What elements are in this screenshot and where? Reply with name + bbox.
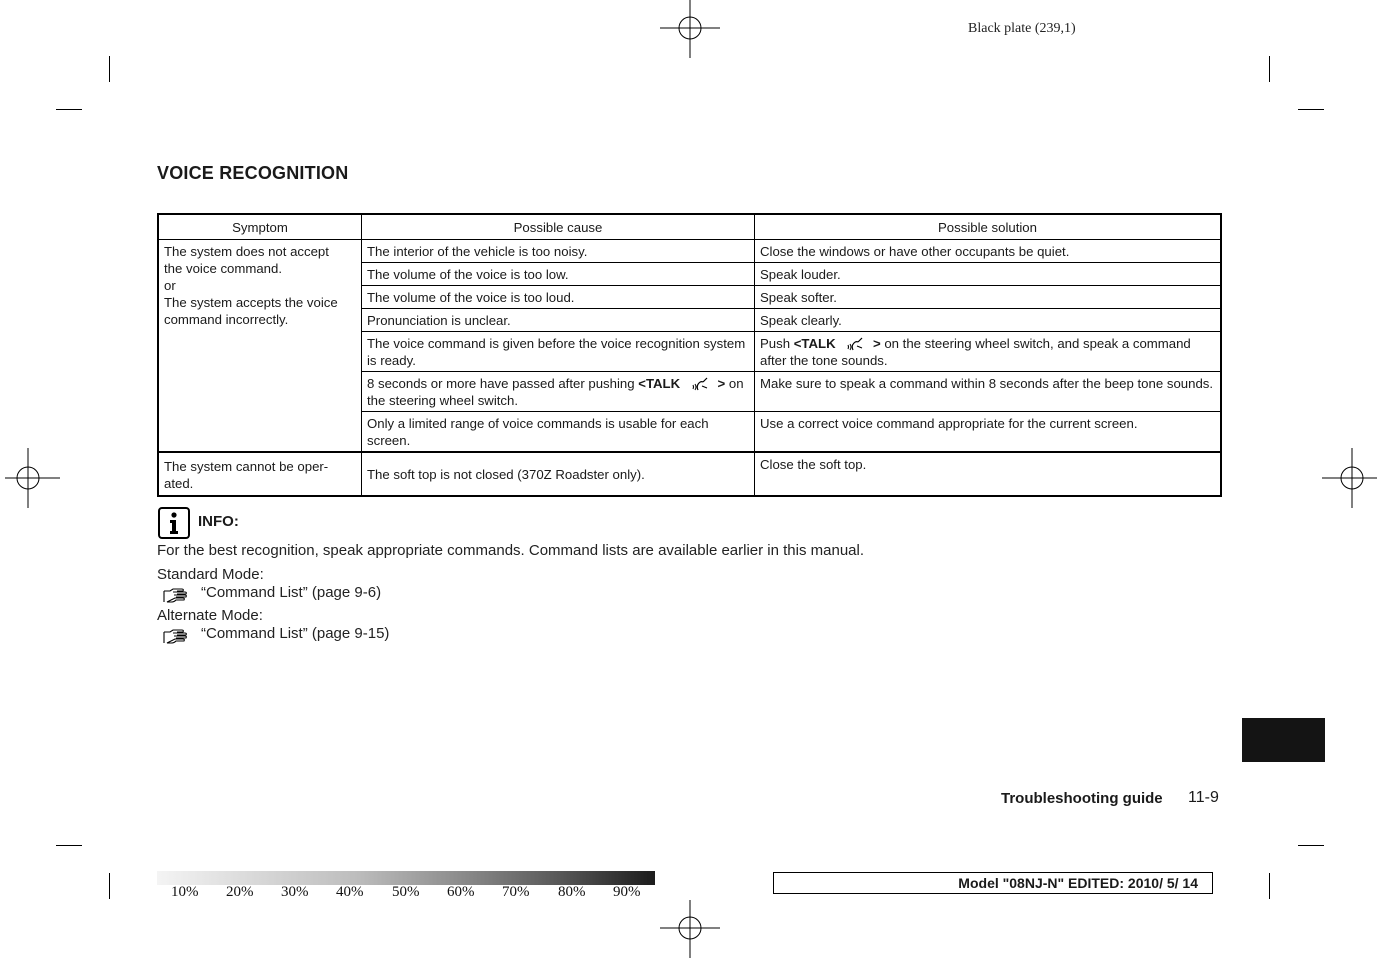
column-header-cause: Possible cause xyxy=(362,214,755,240)
solution-cell: Speak softer. xyxy=(755,286,1222,309)
density-percent: 60% xyxy=(447,884,475,900)
column-header-solution: Possible solution xyxy=(755,214,1222,240)
alternate-mode-label: Alternate Mode: xyxy=(157,607,263,624)
cause-cell: The volume of the voice is too low. xyxy=(362,263,755,286)
footer-section-title: Troubleshooting guide xyxy=(1001,790,1163,807)
density-percent: 70% xyxy=(502,884,530,900)
column-header-symptom: Symptom xyxy=(158,214,362,240)
solution-cell: Close the windows or have other occupants be quiet. xyxy=(755,240,1222,263)
density-scale-bar xyxy=(157,871,655,885)
crop-mark xyxy=(1269,56,1270,82)
symptom-line: The system does not accept xyxy=(164,244,329,259)
registration-mark-icon xyxy=(660,0,720,60)
symptom-cell xyxy=(158,240,362,453)
cause-cell: The volume of the voice is too loud. xyxy=(362,286,755,309)
symptom-line: The system accepts the voice xyxy=(164,295,338,310)
table-row xyxy=(158,240,1221,263)
density-percent: 40% xyxy=(336,884,364,900)
crop-mark xyxy=(109,873,110,899)
page-number: 11-9 xyxy=(1188,789,1219,806)
solution-cell xyxy=(755,332,1222,372)
talk-label-end: > xyxy=(872,336,881,351)
cause-text: on the steering wheel switch. xyxy=(367,376,744,408)
plate-label: Black plate (239,1) xyxy=(968,21,1076,36)
density-percent: 30% xyxy=(281,884,309,900)
info-icon xyxy=(158,507,190,539)
pointing-hand-icon xyxy=(162,587,190,605)
cause-cell: The interior of the vehicle is too noisy. xyxy=(362,240,755,263)
solution-cell: Close the soft top. xyxy=(755,452,1222,496)
model-edited-label: Model "08NJ-N" EDITED: 2010/ 5/ 14 xyxy=(773,872,1213,894)
cause-cell: Pronunciation is unclear. xyxy=(362,309,755,332)
registration-mark-icon xyxy=(1322,448,1381,508)
solution-text: Push xyxy=(760,336,791,351)
density-percent: 80% xyxy=(558,884,586,900)
solution-text: on the steering wheel switch, and speak a command after the tone sounds. xyxy=(760,336,1191,368)
symptom-cell: The system cannot be oper- ated. xyxy=(158,452,362,496)
solution-cell: Speak clearly. xyxy=(755,309,1222,332)
symptom-line: command incorrectly. xyxy=(164,312,289,327)
crop-mark xyxy=(1298,845,1324,846)
alternate-mode-reference[interactable]: “Command List” (page 9-15) xyxy=(201,625,390,642)
density-percent: 20% xyxy=(226,884,254,900)
cause-cell: The soft top is not closed (370Z Roadster only). xyxy=(362,452,755,496)
voice-talk-icon xyxy=(839,337,869,351)
info-text: For the best recognition, speak appropriate commands. Command lists are available earlier in this manual. xyxy=(157,542,865,559)
crop-mark xyxy=(109,56,110,82)
density-percent: 50% xyxy=(392,884,420,900)
solution-cell: Speak louder. xyxy=(755,263,1222,286)
talk-label: <TALK xyxy=(793,336,836,351)
voice-talk-icon xyxy=(684,377,714,391)
standard-mode-reference[interactable]: “Command List” (page 9-6) xyxy=(201,584,382,601)
symptom-line: or xyxy=(164,278,176,293)
talk-label-end: > xyxy=(717,376,726,391)
table-row xyxy=(158,452,1221,496)
registration-mark-icon xyxy=(0,448,60,508)
density-percent: 90% xyxy=(613,884,641,900)
talk-label: <TALK xyxy=(638,376,681,391)
chapter-tab xyxy=(1242,718,1325,762)
cause-cell: The voice command is given before the voice recognition system is ready. xyxy=(362,332,755,372)
solution-cell: Make sure to speak a command within 8 seconds after the beep tone sounds. xyxy=(755,372,1222,412)
crop-mark xyxy=(1269,873,1270,899)
standard-mode-label: Standard Mode: xyxy=(157,566,264,583)
crop-mark xyxy=(56,109,82,110)
symptom-line: the voice command. xyxy=(164,261,283,276)
registration-mark-icon xyxy=(660,898,720,958)
cause-cell: Only a limited range of voice commands is usable for each screen. xyxy=(362,412,755,453)
solution-cell: Use a correct voice command appropriate for the current screen. xyxy=(755,412,1222,453)
voice-recognition-table xyxy=(157,213,1222,497)
cause-cell xyxy=(362,372,755,412)
pointing-hand-icon xyxy=(162,628,190,646)
crop-mark xyxy=(1298,109,1324,110)
section-title: VOICE RECOGNITION xyxy=(157,163,349,183)
crop-mark xyxy=(56,845,82,846)
table-header-row xyxy=(158,214,1221,240)
density-percent: 10% xyxy=(171,884,199,900)
info-label: INFO: xyxy=(198,513,239,530)
cause-text: 8 seconds or more have passed after pushing xyxy=(367,376,635,391)
